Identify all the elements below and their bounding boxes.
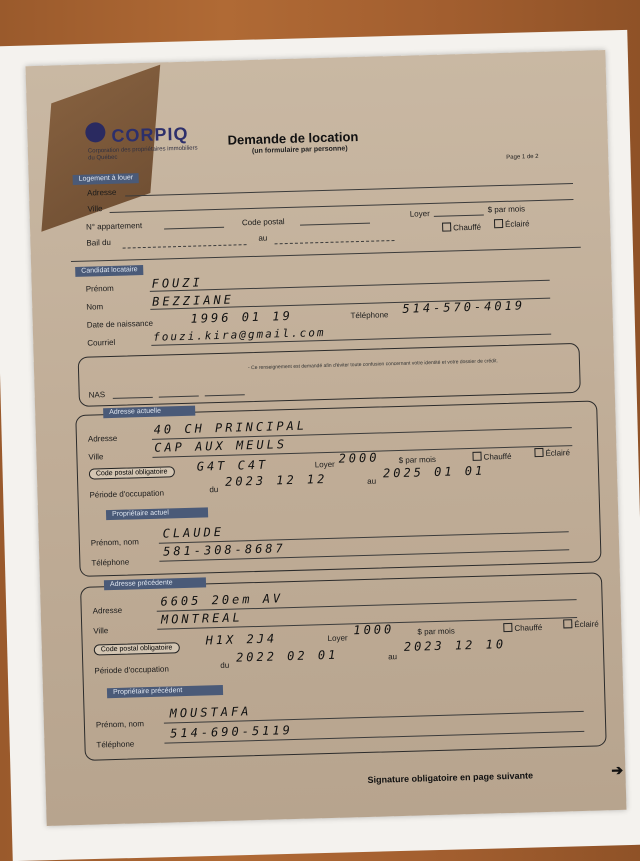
value-tel-proprio-actuel[interactable]: 581-308-8687 [162,541,286,559]
form-title: Demande de location [227,128,359,148]
label-cp-precedente: Code postal obligatoire [94,642,180,655]
label-bail-du: Bail du [86,237,112,248]
label-tel-proprio-actuel: Téléphone [91,557,130,568]
label-par-mois: $ par mois [487,204,526,215]
value-nom-proprio-actuel[interactable]: CLAUDE [162,524,225,541]
label-ville-actuelle: Ville [88,452,104,462]
logo-subtext: Corporation des propriétaires immobiliers du Québec [87,145,198,162]
label-periode-actuelle: Période d'occupation [89,488,165,500]
value-du-precedente[interactable]: 2022 02 01 [235,647,339,665]
label-nas: NAS [88,390,106,400]
optional-note: - Ce renseignement est demandé afin d'éviter toute confusion concernant votre identité et votre dossier de crédit. [247,358,499,372]
label-ville: Ville [87,204,103,214]
label-telephone: Téléphone [350,310,389,321]
label-du-actuelle: du [209,485,219,495]
rental-application-form [26,50,627,826]
value-naissance[interactable]: 1996 01 19 [190,308,294,326]
label-tel-proprio-precedent: Téléphone [96,739,135,750]
section-candidat: Candidat locataire [75,265,144,277]
line-adresse[interactable] [125,183,573,197]
value-nom[interactable]: BEZZIANE [151,292,235,309]
section-adresse-precedente: Adresse précédente [104,577,206,590]
label-au-actuelle: au [367,476,377,486]
label-adresse: Adresse [86,187,117,198]
label-nom-proprio-precedent: Prénom, nom [95,719,145,730]
label-adresse-precedente: Adresse [92,605,123,616]
value-loyer-precedente[interactable]: 1000 [353,622,395,638]
label-loyer-precedente: Loyer [327,633,348,644]
value-adresse-precedente[interactable]: 6605 20em AV [160,591,284,609]
line-loyer[interactable] [434,215,484,217]
logo-text: CORPIQ [111,123,189,146]
checkbox-chauffe-3[interactable]: Chauffé [503,622,542,633]
line-appartement[interactable] [164,227,224,230]
value-prenom[interactable]: FOUZI [151,275,203,291]
section-logement: Logement à louer [73,173,140,185]
label-par-mois-precedente: $ par mois [417,626,455,637]
line-bail-au[interactable] [275,240,395,244]
label-bail-au: au [258,233,268,243]
section-adresse-actuelle: Adresse actuelle [103,406,195,419]
label-par-mois-actuelle: $ par mois [398,454,437,465]
form-subtitle: (un formulaire par personne) [251,145,348,155]
arrow-right-icon: ➔ [611,761,624,779]
label-periode-precedente: Période d'occupation [94,664,169,676]
value-courriel[interactable]: fouzi.kira@gmail.com [152,325,326,344]
value-nom-proprio-precedent[interactable]: MOUSTAFA [169,704,252,721]
checkbox-chauffe-1[interactable]: Chauffé [442,222,481,233]
value-adresse-actuelle[interactable]: 40 CH PRINCIPAL [153,418,308,437]
label-naissance: Date de naissance [86,318,154,330]
checkbox-eclaire-2[interactable]: Éclairé [534,447,570,458]
value-au-actuelle[interactable]: 2025 01 01 [382,463,486,481]
line-prenom [150,280,550,292]
checkbox-chauffe-2[interactable]: Chauffé [472,451,511,462]
value-cp-actuelle[interactable]: G4T C4T [196,457,269,474]
value-tel-proprio-precedent[interactable]: 514-690-5119 [169,723,294,741]
footer-signature-note: Signature obligatoire en page suivante [367,770,534,785]
value-telephone[interactable]: 514-570-4019 [402,298,526,316]
checkbox-eclaire-1[interactable]: Éclairé [494,218,530,229]
label-ville-precedente: Ville [93,626,109,636]
value-ville-actuelle[interactable]: CAP AUX MEULS [154,437,288,455]
label-au-precedente: au [388,652,398,662]
label-loyer: Loyer [409,209,430,219]
label-prenom: Prénom [85,283,114,294]
optional-info-box [78,343,581,407]
label-code-postal: Code postal [241,217,285,228]
checkbox-eclaire-3[interactable]: Éclairé [563,618,599,629]
value-cp-precedente[interactable]: H1X 2J4 [205,631,278,648]
value-ville-precedente[interactable]: MONTREAL [160,610,243,627]
value-au-precedente[interactable]: 2023 12 10 [403,637,507,654]
divider [71,247,581,262]
page-number: Page 1 de 2 [506,153,539,161]
value-loyer-actuelle[interactable]: 2000 [338,450,380,466]
label-courriel: Courriel [87,337,116,348]
label-nom-proprio-actuel: Prénom, nom [90,537,139,548]
line-code-postal[interactable] [300,223,370,226]
label-appartement: N° appartement [85,221,143,232]
value-du-actuelle[interactable]: 2023 12 12 [224,471,328,489]
section-proprio-actuel: Propriétaire actuel [106,507,208,520]
label-du-precedente: du [220,660,230,671]
section-proprio-precedent: Propriétaire précédent [107,685,223,698]
label-cp-actuelle: Code postal obligatoire [89,466,175,479]
label-nom: Nom [86,302,104,312]
label-loyer-actuelle: Loyer [314,459,335,470]
line-bail-du[interactable] [123,244,247,248]
label-adresse-actuelle: Adresse [87,433,118,444]
